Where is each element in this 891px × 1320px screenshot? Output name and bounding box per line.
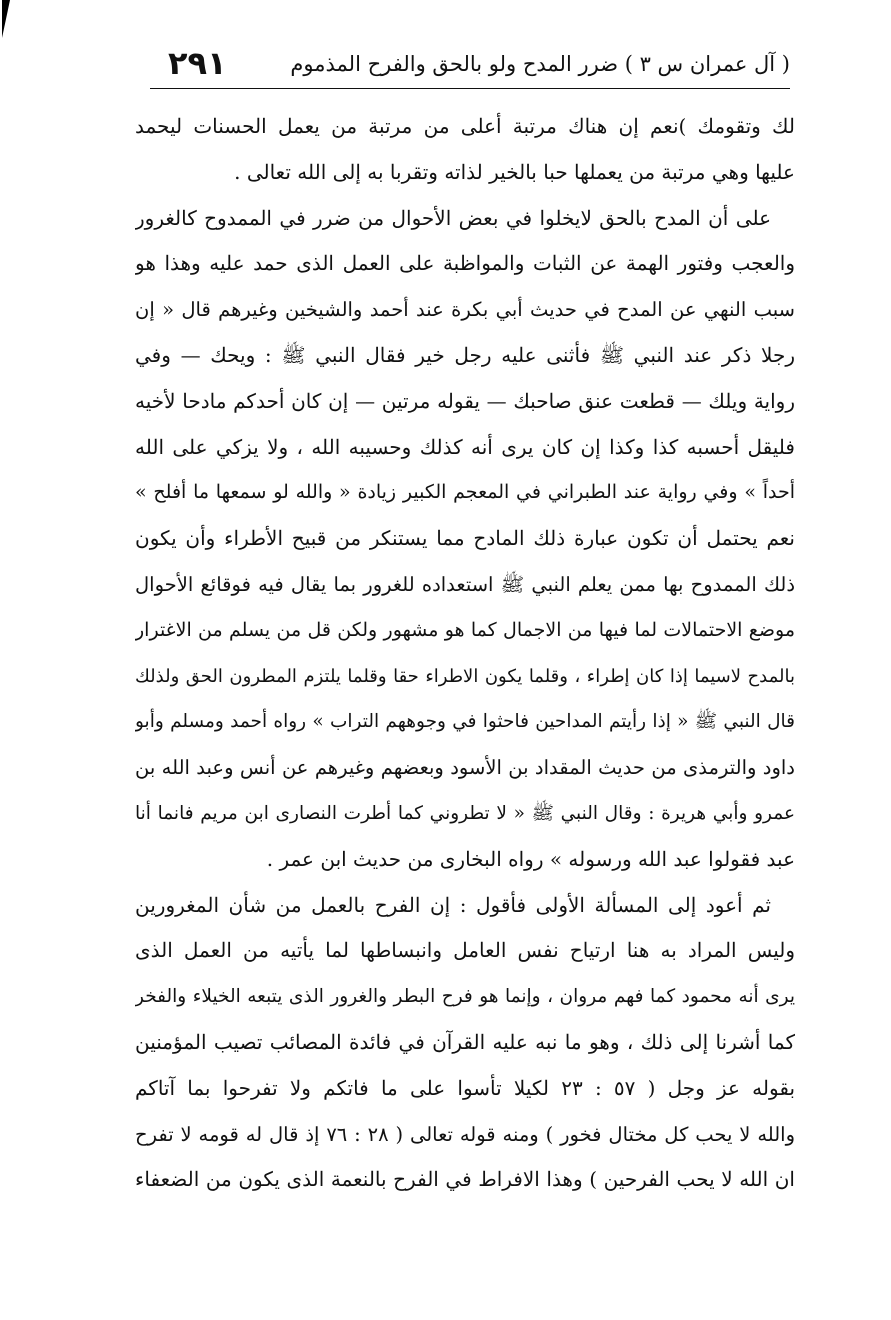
- text-line: على أن المدح بالحق لايخلوا في بعض الأحوال من ضرر في الممدوح كالغرور: [135, 205, 771, 230]
- text-line: عليها وهي مرتبة من يعملها حبا بالخير لذاته وتقربا به إلى الله تعالى .: [234, 159, 795, 184]
- text-line: سبب النهي عن المدح في حديث أبي بكرة عند أحمد والشيخين وغيرهم قال « إن: [135, 298, 795, 322]
- text-line: ان الله لا يحب الفرحين ) وهذا الافراط في الفرح بالنعمة الذى يكون من الضعفاء: [135, 1167, 795, 1192]
- running-header-title: ( آل عمران س ٣ ) ضرر المدح ولو بالحق والفرح المذموم: [290, 52, 790, 76]
- text-line: رواية ويلك — قطعت عنق صاحبك — يقوله مرتين — إن كان أحدكم مادحا لأخيه: [135, 388, 795, 413]
- text-line: وليس المراد به هنا ارتياح نفس العامل وانبساطها لما يأتيه من العمل الذى: [135, 938, 795, 963]
- text-line: بالمدح لاسيما إذا كان إطراء ، وقلما يكون الاطراء حقا وقلما يلتزم المطرون الحق ولذلك: [135, 665, 795, 687]
- text-line: داود والترمذى من حديث المقداد بن الأسود وبعضهم وغيرهم عن أنس وعبد الله بن: [135, 756, 795, 780]
- page-number: ٢٩١: [168, 44, 227, 82]
- text-line: بقوله عز وجل ( ٥٧ : ٢٣ لكيلا تأسوا على ما فاتكم ولا تفرحوا بما آتاكم: [135, 1075, 795, 1100]
- text-line: عمرو وأبي هريرة : وقال النبي ﷺ « لا تطروني كما أطرت النصارى ابن مريم فانما أنا: [135, 802, 795, 824]
- text-line: أحداً » وفي رواية عند الطبراني في المعجم الكبير زيادة « والله لو سمعها ما أفلح »: [135, 481, 795, 504]
- page-corner-mark: [2, 0, 12, 38]
- text-line: موضع الاحتمالات لما فيها من الاجمال كما هو مشهور ولكن قل من يسلم من الاغترار: [135, 618, 795, 641]
- text-line: والعجب وفتور الهمة عن الثبات والمواظبة على العمل الذى حمد عليه وهذا هو: [135, 251, 795, 276]
- header-rule: [150, 88, 790, 89]
- page-header: [150, 40, 790, 88]
- text-line: لك وتقومك )نعم إن هناك مرتبة أعلى من مرتبة من يعمل الحسنات ليحمد: [135, 114, 795, 138]
- text-line: رجلا ذكر عند النبي ﷺ فأثنى عليه رجل خير فقال النبي ﷺ : ويحك — وفي: [135, 342, 795, 367]
- text-line: عبد فقولوا عبد الله ورسوله » رواه البخارى من حديث ابن عمر .: [266, 846, 795, 871]
- text-line: ذلك الممدوح بها ممن يعلم النبي ﷺ استعداده للغرور بما يقال فيه فوقائع الأحوال: [135, 572, 795, 596]
- text-line: فليقل أحسبه كذا وكذا إن كان يرى أنه كذلك وحسيبه الله ، ولا يزكي على الله: [135, 434, 795, 459]
- text-line: والله لا يحب كل مختال فخور ) ومنه قوله تعالى ( ٢٨ : ٧٦ إذ قال له قومه لا تفرح: [135, 1122, 795, 1146]
- text-line: يرى أنه محمود كما فهم مروان ، وإنما هو فرح البطر والغرور الذى يتبعه الخيلاء والفخر: [135, 986, 795, 1008]
- text-line: كما أشرنا إلى ذلك ، وهو ما نبه عليه القرآن في فائدة المصائب تصيب المؤمنين: [135, 1029, 795, 1054]
- text-line: نعم يحتمل أن تكون عبارة ذلك المادح مما يستنكر من قبيح الأطراء وأن يكون: [135, 526, 795, 551]
- text-line: ثم أعود إلى المسألة الأولى فأقول : إن الفرح بالعمل من شأن المغرورين: [135, 892, 771, 917]
- body-text: [135, 104, 795, 1203]
- text-line: قال النبي ﷺ « إذا رأيتم المداحين فاحثوا في وجوههم التراب » رواه أحمد ومسلم وأبو: [135, 711, 795, 733]
